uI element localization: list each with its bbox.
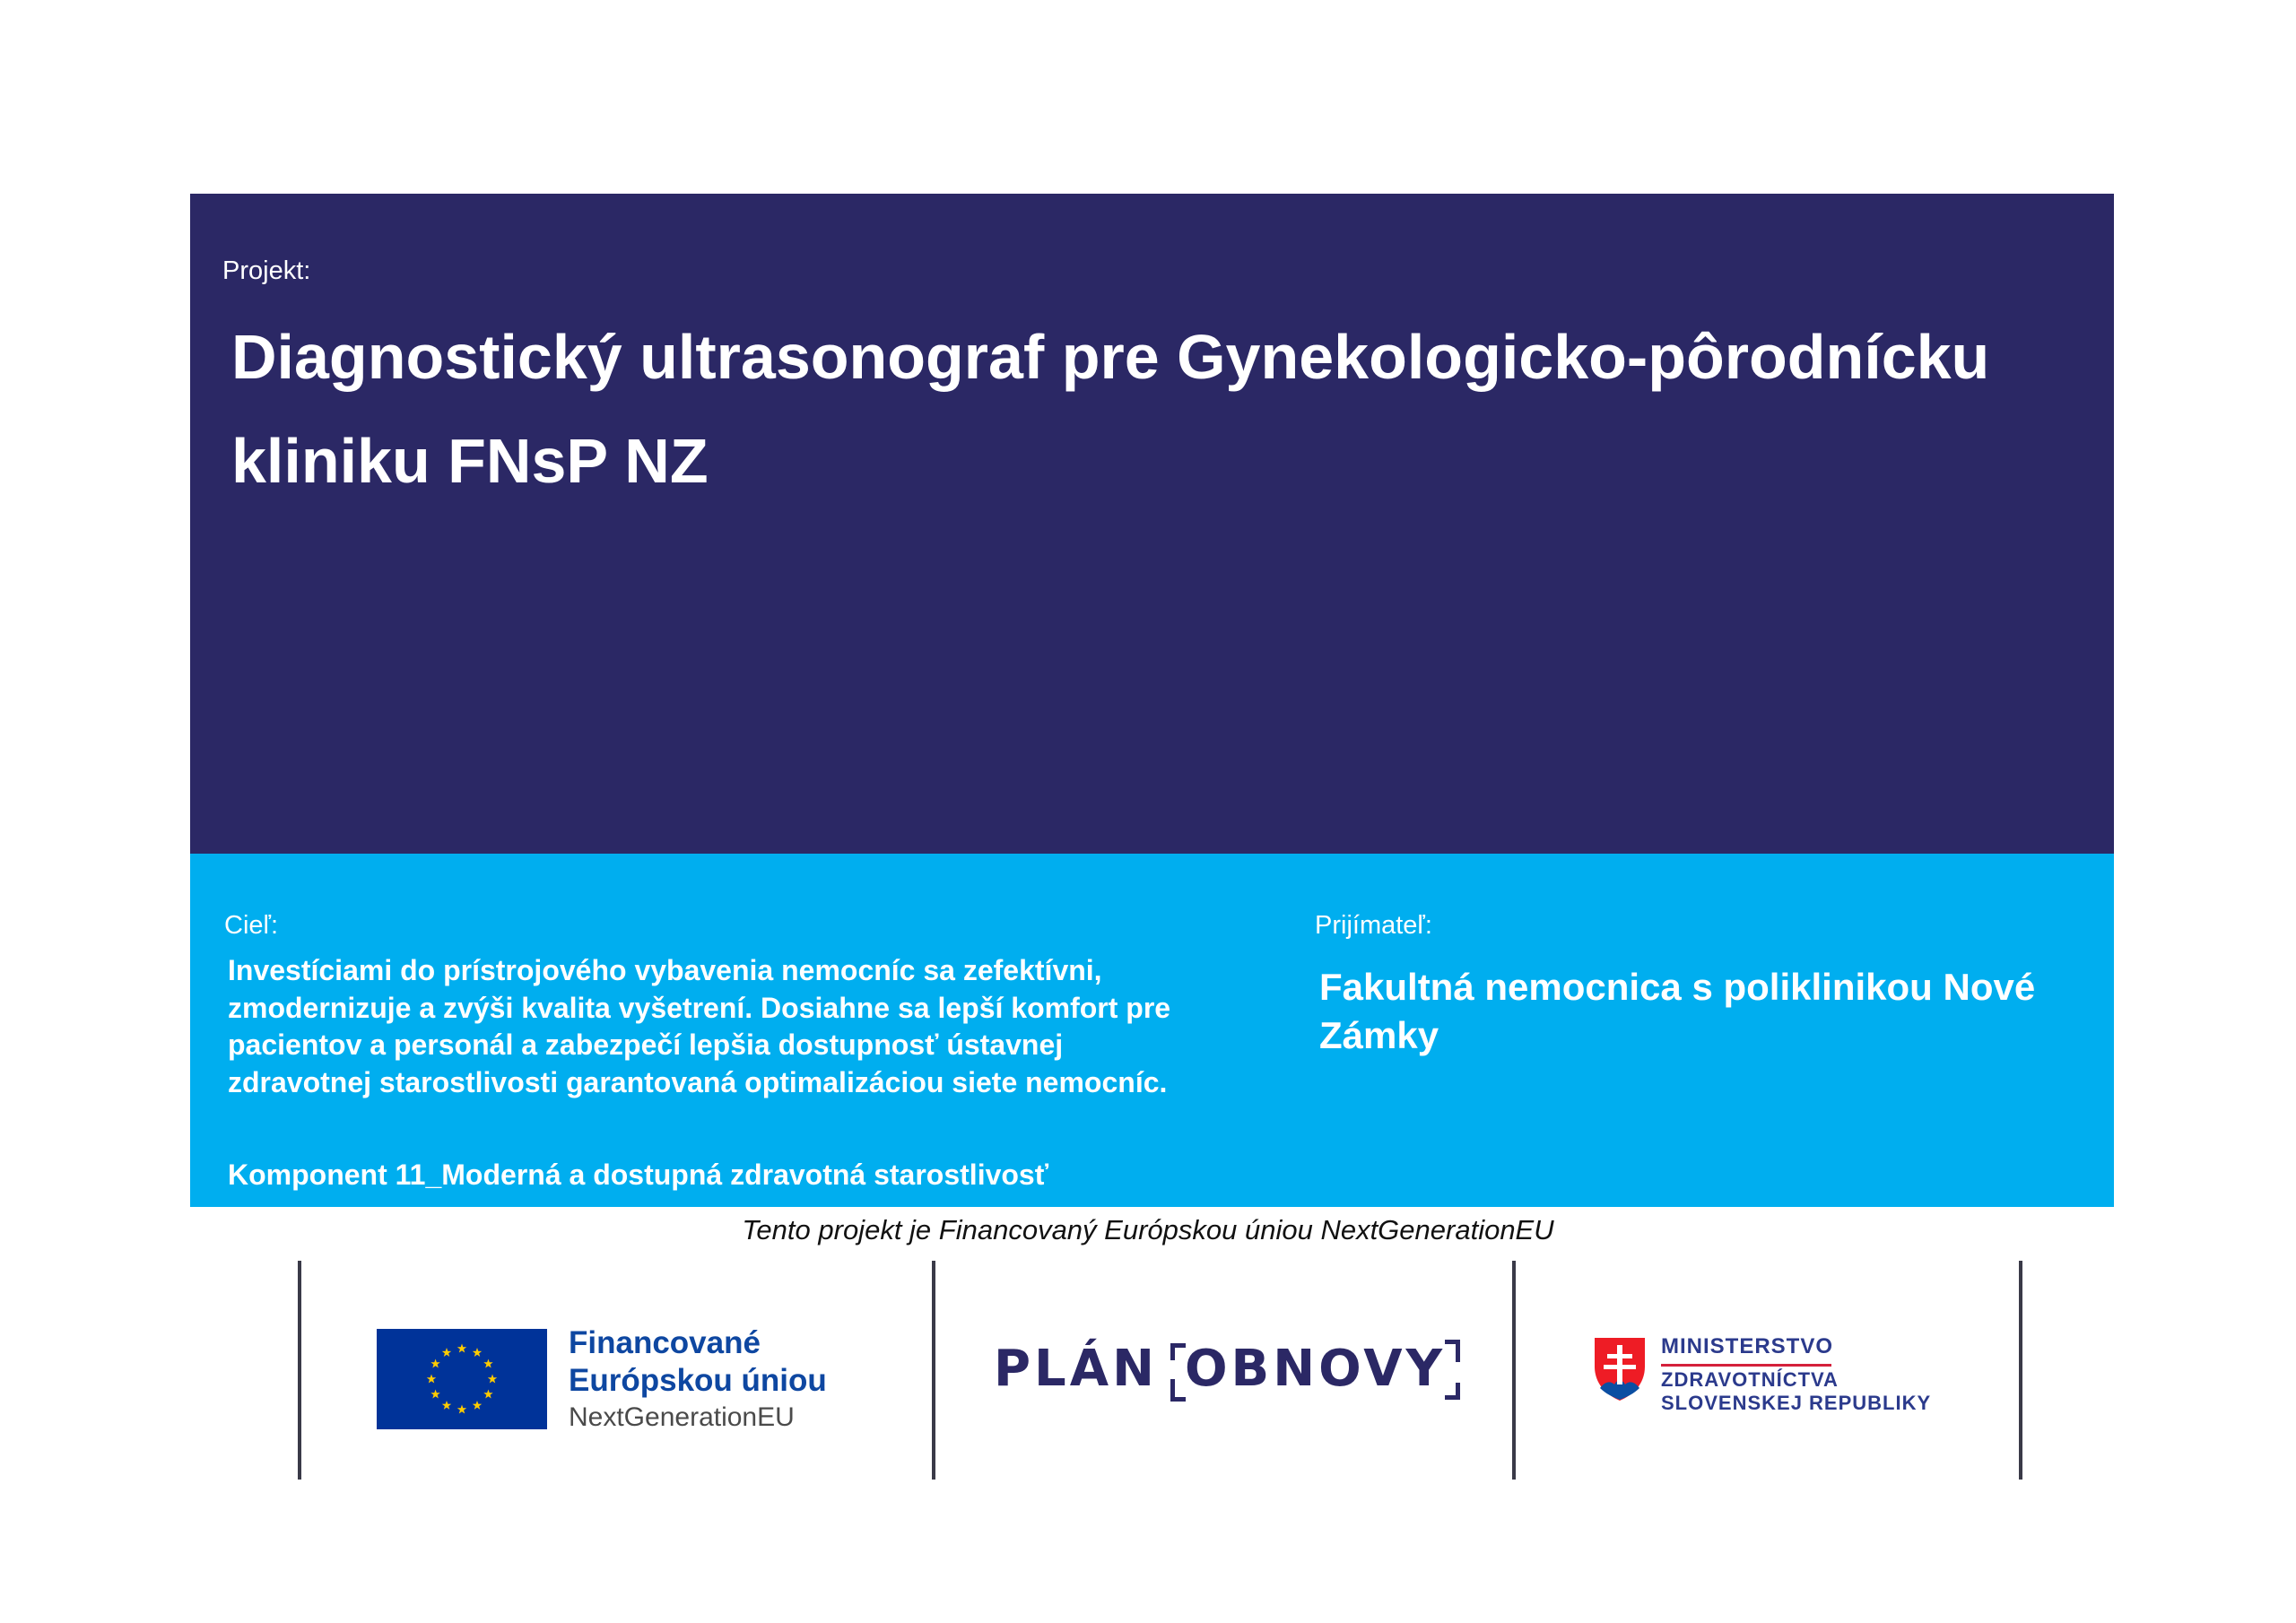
slovak-coat-of-arms-icon <box>1593 1336 1647 1402</box>
project-label: Projekt: <box>222 256 311 285</box>
funding-note: Tento projekt je Financovaný Európskou úniou NextGenerationEU <box>742 1214 1554 1245</box>
goal-label: Cieľ: <box>224 911 279 940</box>
plan-obnovy-logo <box>994 1340 1460 1398</box>
ministry-text: MINISTERSTVO <box>1661 1334 1834 1358</box>
obnovy-bracket <box>1170 1340 1460 1398</box>
obnovy-word: OBNOVY <box>1184 1340 1447 1398</box>
component-text: Komponent 11_Moderná a dostupná zdravotná starostlivosť <box>228 1159 1049 1191</box>
ministry-text: SLOVENSKEJ REPUBLIKY <box>1661 1392 1932 1414</box>
logo-divider <box>298 1261 301 1480</box>
eu-logo-text: Európskou úniou <box>569 1363 827 1398</box>
logo-divider <box>2019 1261 2022 1480</box>
eu-logo-subtext: NextGenerationEU <box>569 1402 795 1432</box>
logo-divider <box>932 1261 935 1480</box>
ministry-text: ZDRAVOTNÍCTVA <box>1661 1368 1839 1391</box>
goal-text: Investíciami do prístrojového vybavenia nemocníc sa zefektívni, zmodernizuje a zvýši kvalita vyšetrení. Dosiahne sa lepší komfort pre pacientov a personál a zabezpečí lepšia dostupnosť ústavnej zdravotnej starostlivosti garantovaná optimalizáciou siete nemocníc. <box>228 954 1171 1098</box>
project-title: Diagnostický ultrasonograf pre Gynekologicko-pôrodnícku kliniku FNsP NZ <box>231 322 1990 496</box>
recipient-name: Fakultná nemocnica s poliklinikou Nové Zámky <box>1319 966 2036 1056</box>
info-panel <box>190 854 2114 1207</box>
logo-divider <box>1512 1261 1516 1480</box>
eu-logo-text: Financované <box>569 1325 761 1360</box>
ministry-underline <box>1661 1364 1831 1367</box>
plan-word: PLÁN <box>994 1340 1158 1398</box>
recipient-label: Prijímateľ: <box>1315 911 1432 940</box>
project-panel <box>190 194 2114 854</box>
eu-flag-icon <box>377 1329 547 1429</box>
